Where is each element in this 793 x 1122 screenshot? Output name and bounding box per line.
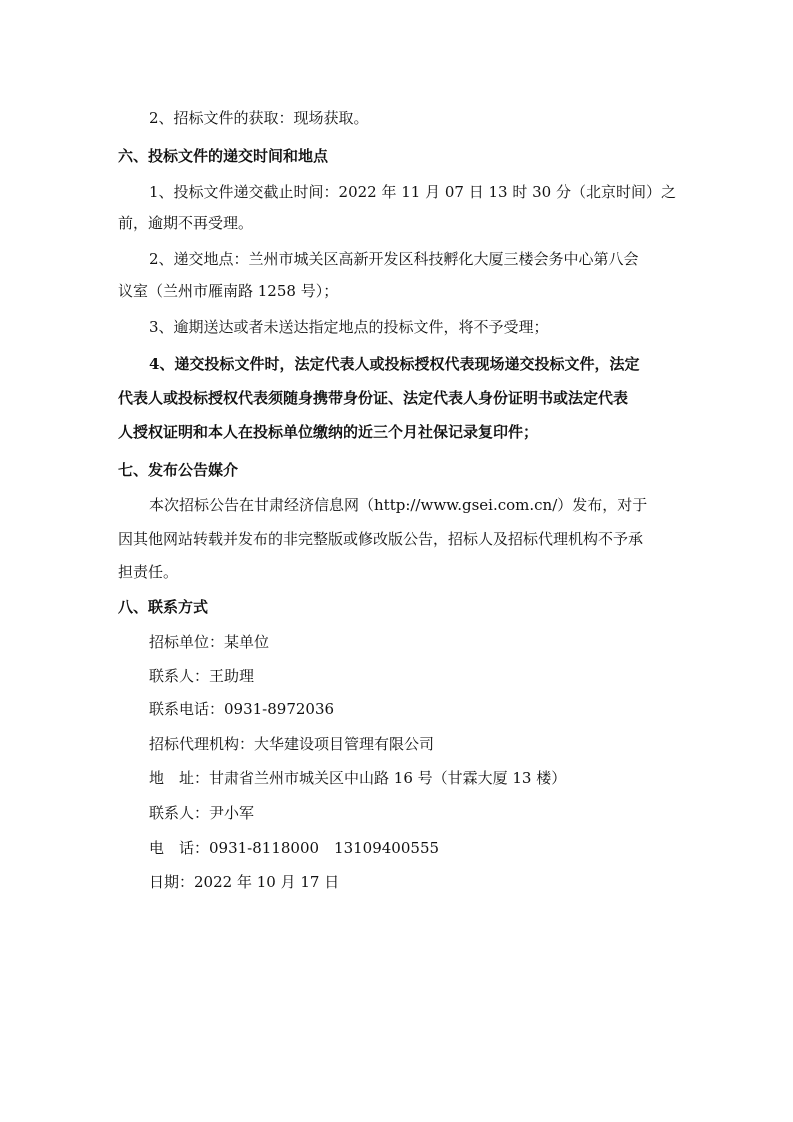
contact-person-1: 联系人：王助理 — [149, 667, 255, 685]
agency-address: 地 址：甘肃省兰州市城关区中山路 16 号（甘霖大厦 13 楼） — [149, 769, 567, 787]
announcement-date: 日期：2022 年 10 月 17 日 — [149, 873, 340, 891]
item-5-2: 2、招标文件的获取：现场获取。 — [149, 109, 369, 127]
section-8-title: 八、联系方式 — [118, 598, 209, 616]
section-6-item-3: 3、逾期送达或者未送达指定地点的投标文件，将不予受理； — [149, 318, 549, 336]
section-6-item-1-line-2: 前，逾期不再受理。 — [118, 214, 254, 232]
section-6-item-4-line-2: 代表人或投标授权代表须随身携带身份证、法定代表人身份证明书或法定代表 — [118, 389, 629, 407]
section-7-title: 七、发布公告媒介 — [118, 461, 239, 479]
section-6-item-2-line-1: 2、递交地点：兰州市城关区高新开发区科技孵化大厦三楼会务中心第八会 — [149, 250, 639, 268]
section-6-item-2-line-2: 议室（兰州市雁南路 1258 号）； — [118, 282, 339, 300]
contact-phone-2: 电 话：0931-8118000 13109400555 — [149, 839, 440, 857]
contact-phone-1: 联系电话：0931-8972036 — [149, 700, 335, 718]
contact-unit: 招标单位：某单位 — [149, 633, 270, 651]
contact-person-2: 联系人：尹小军 — [149, 804, 255, 822]
section-7-line-1: 本次招标公告在甘肃经济信息网（http://www.gsei.com.cn/）发布，对于 — [149, 496, 648, 514]
section-6-item-4-line-1: 4、递交投标文件时，法定代表人或投标授权代表现场递交投标文件，法定 — [149, 355, 640, 373]
section-6-item-1-line-1: 1、投标文件递交截止时间：2022 年 11 月 07 日 13 时 30 分（北京时间）之 — [149, 183, 676, 201]
section-7-line-2: 因其他网站转载并发布的非完整版或修改版公告，招标人及招标代理机构不予承 — [118, 530, 644, 548]
section-6-title: 六、投标文件的递交时间和地点 — [118, 147, 329, 165]
agency-name: 招标代理机构：大华建设项目管理有限公司 — [149, 735, 435, 753]
section-7-line-3: 担责任。 — [118, 563, 179, 581]
section-6-item-4-line-3: 人授权证明和本人在投标单位缴纳的近三个月社保记录复印件； — [118, 423, 539, 441]
